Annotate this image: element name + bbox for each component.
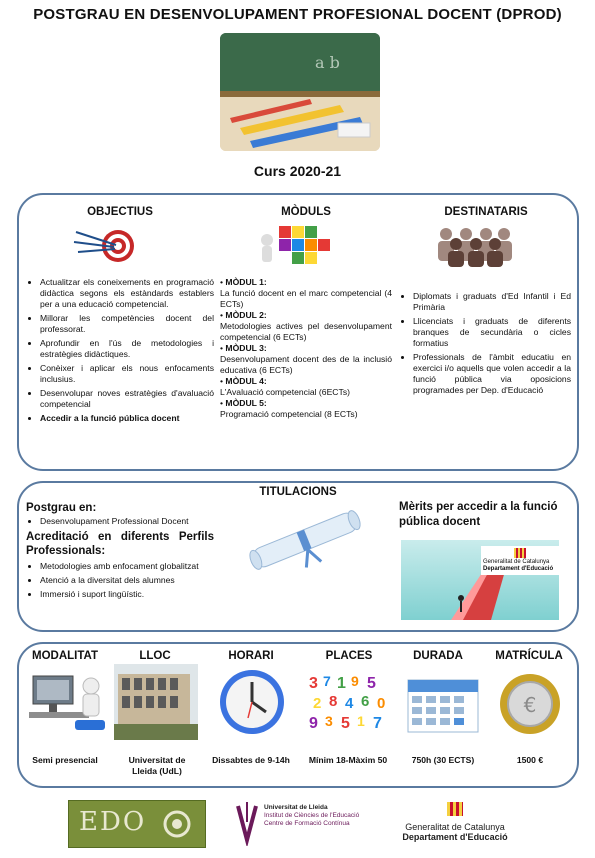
svg-text:5: 5	[341, 715, 350, 732]
destinataris-item: • Professionals de l'àmbit educatiu en exercici i/o aquells que volen accedir a la funció pública via oposicions programades per Dep. d'Educació	[413, 352, 571, 396]
modul-desc: Desenvolupament docent des de la inclusió educativa (6 ECTs)	[220, 354, 392, 375]
gencat-line2: Departament d'Educació	[483, 566, 554, 572]
objectius-item: • Millorar les competències docent del professorat.	[40, 313, 214, 335]
euro-coin-icon	[498, 672, 562, 736]
svg-text:a b: a b	[315, 53, 340, 72]
postgrau-label: Postgrau en:	[26, 502, 97, 514]
modul-name: MÒDUL 1:	[225, 277, 267, 287]
building-image	[114, 664, 198, 740]
svg-text:9: 9	[309, 715, 318, 732]
acreditacio-item: • Atenció a la diversitat dels alumnes	[40, 575, 214, 586]
diploma-icon	[240, 500, 370, 580]
places-heading: PLACES	[325, 650, 373, 662]
numbers-icon	[307, 670, 391, 736]
objectius-list	[26, 277, 214, 427]
udl-line1: Universitat de Lleida	[264, 804, 328, 811]
titulacions-heading: TITULACIONS	[259, 486, 337, 498]
udl-logo	[232, 800, 366, 846]
gencat-footer-line2: Departament d'Educació	[402, 832, 508, 842]
merits-label: Mèrits per accedir a la funció pública docent	[399, 501, 558, 528]
people-icon	[432, 222, 516, 268]
svg-text:1: 1	[357, 713, 365, 729]
modul-name: MÒDUL 3:	[225, 343, 267, 353]
modul-desc: Programació competencial (8 ECTs)	[220, 409, 358, 419]
objectius-heading: OBJECTIUS	[87, 206, 153, 218]
svg-text:0: 0	[377, 695, 386, 712]
destinataris-list	[399, 291, 571, 399]
objectius-item: • Accedir a la funció pública docent	[40, 413, 214, 424]
svg-text:€: €	[523, 693, 537, 717]
computer-person-icon	[25, 666, 111, 738]
objectius-item: • Desenvolupar noves estratègies d'avaluació competencial	[40, 388, 214, 410]
svg-text:1: 1	[337, 675, 346, 692]
postgrau-item: • Desenvolupament Professional Docent	[40, 516, 214, 527]
gencat-footer-line1: Generalitat de Catalunya	[405, 822, 505, 832]
objectius-item: • Conèixer i aplicar els nous enfocaments inclusius.	[40, 363, 214, 385]
horari-value: Dissabtes de 9-14h	[212, 755, 290, 765]
puzzle-icon	[255, 222, 335, 268]
modul-name: MÒDUL 5:	[225, 398, 267, 408]
destinataris-item: • Diplomats i graduats d'Ed Infantil i Ed Primària	[413, 291, 571, 313]
svg-text:7: 7	[373, 715, 382, 732]
calendar-icon	[402, 670, 484, 736]
moduls-heading: MÒDULS	[281, 206, 331, 218]
titulacions-left	[26, 502, 214, 603]
modalitat-value: Semi presencial	[32, 755, 98, 765]
merits-image	[401, 540, 559, 620]
gencat-logo	[389, 800, 521, 846]
svg-text:3: 3	[325, 713, 333, 729]
modul-name: MÒDUL 4:	[225, 376, 267, 386]
hero-image	[220, 33, 380, 151]
svg-text:9: 9	[351, 673, 359, 689]
horari-heading: HORARI	[228, 650, 274, 662]
durada-value: 750h (30 ECTS)	[411, 755, 475, 765]
modul-desc: La funció docent en el marc competencial (4 ECTs)	[220, 288, 392, 309]
destinataris-heading: DESTINATARIS	[444, 206, 528, 218]
senyera-icon	[447, 802, 463, 816]
matricula-heading: MATRÍCULA	[495, 650, 563, 662]
course-year: Curs 2020-21	[253, 163, 342, 179]
lloc-value: Universitat de Lleida (UdL)	[128, 755, 186, 776]
objectius-item: • Actualitzar els coneixements en programació didàctica segons els estàndards establers per a una educació competencial.	[40, 277, 214, 310]
acreditacio-label: Acreditació en diferents Perfils Professionals:	[26, 531, 214, 557]
page-title: POSTGRAU EN DESENVOLUPAMENT PROFESIONAL DOCENT (DPROD)	[33, 6, 562, 23]
lloc-heading: LLOC	[139, 650, 171, 662]
svg-text:5: 5	[367, 675, 376, 692]
acreditacio-item: • Immersió i suport lingüístic.	[40, 589, 214, 600]
target-icon	[70, 224, 140, 264]
svg-text:7: 7	[323, 673, 331, 689]
moduls-content: • MÒDUL 1: La funció docent en el marc competencial (4 ECTs) • MÒDUL 2: Metodologies actives pel desenvolupament competencial (6 ECTs) • MÒDUL 3: Desenvolupament docent des de la inclusió educativa (6 ECTs) • MÒDUL 4: L'Avaluació competencial (6ECTs) • MÒDUL 5: Programació competencial (8 ECTs)	[220, 277, 392, 419]
clock-icon	[218, 666, 286, 736]
modalitat-heading: MODALITAT	[31, 650, 98, 662]
modul-desc: L'Avaluació competencial (6ECTs)	[220, 387, 350, 397]
objectius-item: • Aprofundir en l'ús de metodologies i estratègies didàctiques.	[40, 338, 214, 360]
matricula-value: 1500 €	[516, 755, 544, 765]
edo-logo-text: EDO	[79, 807, 147, 837]
gencat-line1: Generalitat de Catalunya	[483, 559, 550, 565]
destinataris-item: • Llicenciats i graduats de diferents branques de secundària o cicles formatius	[413, 316, 571, 349]
svg-text:4: 4	[345, 695, 354, 712]
svg-text:3: 3	[309, 675, 318, 692]
places-value: Mínim 18-Màxim 50	[308, 755, 388, 765]
udl-line2: Institut de Ciències de l'Educació	[264, 812, 360, 819]
senyera-icon	[514, 548, 526, 558]
udl-line3: Centre de Formació Contínua	[264, 820, 350, 827]
edo-logo	[68, 800, 206, 848]
svg-text:6: 6	[361, 693, 370, 710]
acreditacio-item: • Metodologies amb enfocament globalitzat	[40, 561, 214, 572]
durada-heading: DURADA	[413, 650, 463, 662]
svg-text:2: 2	[313, 695, 322, 712]
modul-name: MÒDUL 2:	[225, 310, 267, 320]
svg-text:8: 8	[329, 693, 338, 710]
modul-desc: Metodologies actives pel desenvolupament competencial (6 ECTs)	[220, 321, 392, 342]
